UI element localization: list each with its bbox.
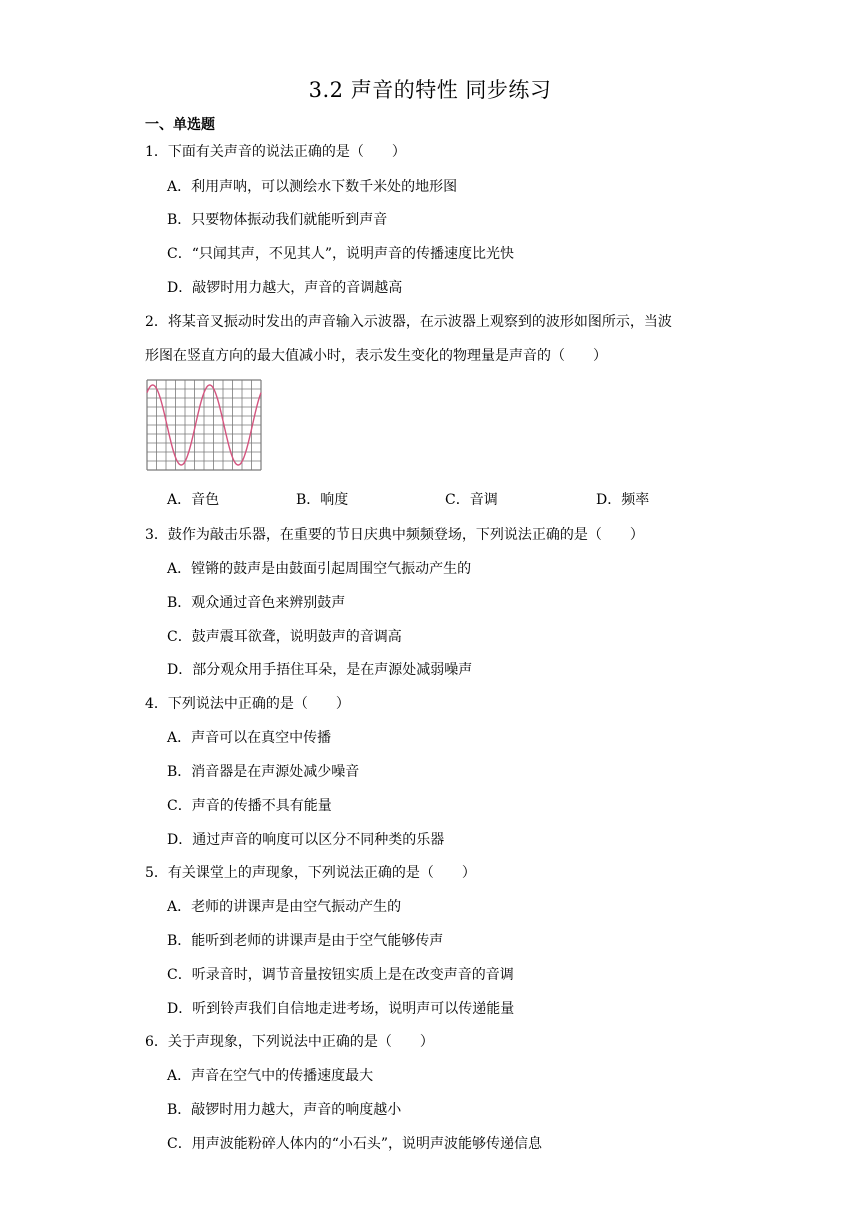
question-4-option-c: C．声音的传播不具有能量 — [167, 798, 332, 814]
question-5-option-c: C．听录音时，调节音量按钮实质上是在改变声音的音调 — [167, 967, 514, 983]
question-4-option-a: A．声音可以在真空中传播 — [167, 730, 332, 746]
question-3-option-c: C．鼓声震耳欲聋，说明鼓声的音调高 — [167, 629, 402, 645]
section-heading: 一、单选题 — [145, 117, 215, 133]
question-2-option-b: B．响度 — [296, 492, 349, 508]
question-1-stem: 1．下面有关声音的说法正确的是（ ） — [145, 144, 406, 160]
question-4-option-d: D．通过声音的响度可以区分不同种类的乐器 — [167, 832, 445, 848]
question-5-option-a: A．老师的讲课声是由空气振动产生的 — [167, 899, 402, 915]
question-2-option-d: D．频率 — [596, 492, 650, 508]
question-3-option-b: B．观众通过音色来辨别鼓声 — [167, 595, 346, 611]
question-2-option-c: C．音调 — [445, 492, 498, 508]
question-6-option-a: A．声音在空气中的传播速度最大 — [167, 1068, 374, 1084]
page-title: 3.2 声音的特性 同步练习 — [308, 78, 552, 102]
question-1-option-b: B．只要物体振动我们就能听到声音 — [167, 212, 388, 228]
question-3-option-d: D．部分观众用手捂住耳朵，是在声源处减弱噪声 — [167, 662, 473, 678]
question-1-option-a: A．利用声呐，可以测绘水下数千米处的地形图 — [167, 179, 458, 195]
question-2-stem-line1: 2．将某音叉振动时发出的声音输入示波器，在示波器上观察到的波形如图所示，当波 — [145, 314, 672, 330]
question-5-option-d: D．听到铃声我们自信地走进考场，说明声可以传递能量 — [167, 1001, 515, 1017]
question-6-stem: 6．关于声现象，下列说法中正确的是（ ） — [145, 1034, 434, 1050]
question-5-stem: 5．有关课堂上的声现象，下列说法正确的是（ ） — [145, 865, 476, 881]
question-4-stem: 4．下列说法中正确的是（ ） — [145, 696, 350, 712]
question-2-stem-line2: 形图在竖直方向的最大值减小时，表示发生变化的物理量是声音的（ ） — [145, 348, 607, 364]
question-4-option-b: B．消音器是在声源处减少噪音 — [167, 764, 360, 780]
question-1-option-d: D．敲锣时用力越大，声音的音调越高 — [167, 280, 403, 296]
question-6-option-b: B．敲锣时用力越大，声音的响度越小 — [167, 1102, 402, 1118]
question-6-option-c: C．用声波能粉碎人体内的“小石头”，说明声波能够传递信息 — [167, 1136, 543, 1152]
question-3-stem: 3．鼓作为敲击乐器，在重要的节日庆典中频频登场，下列说法正确的是（ ） — [145, 527, 644, 543]
question-3-option-a: A．镗锵的鼓声是由鼓面引起周围空气振动产生的 — [167, 561, 472, 577]
oscilloscope-waveform-figure — [146, 379, 262, 471]
question-5-option-b: B．能听到老师的讲课声是由于空气能够传声 — [167, 933, 444, 949]
question-2-option-a: A．音色 — [167, 492, 220, 508]
question-1-option-c: C．“只闻其声，不见其人”，说明声音的传播速度比光快 — [167, 246, 515, 262]
